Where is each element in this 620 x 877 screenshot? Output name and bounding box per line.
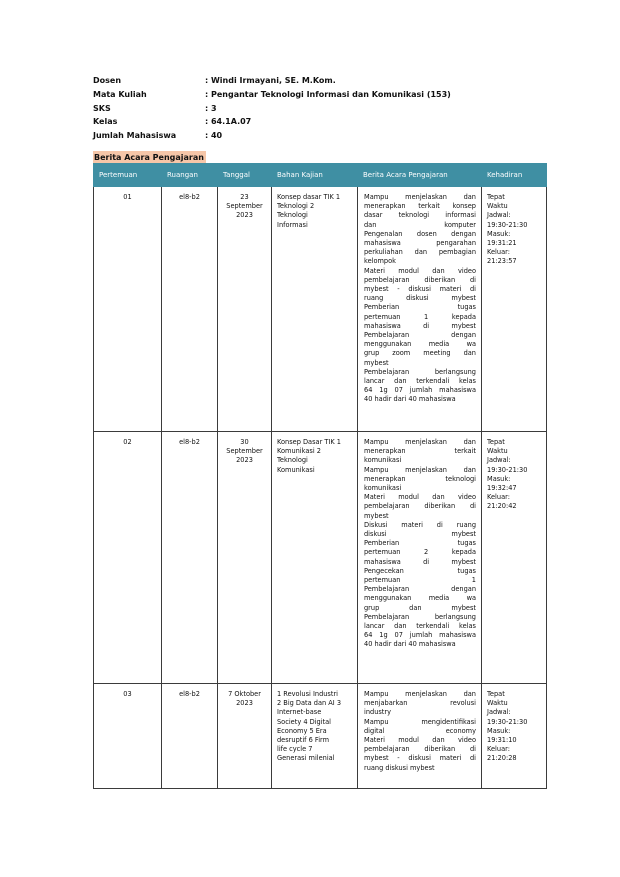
- header-kehadiran: Kehadiran: [482, 164, 547, 187]
- berita-acara-line: Mampu menjelaskan dan: [364, 690, 476, 698]
- berita-acara-line: industry: [364, 708, 392, 717]
- info-label: Mata Kuliah: [93, 89, 147, 99]
- tanggal-cell: [218, 684, 272, 789]
- kehadiran-line: 19:31:21: [487, 239, 517, 248]
- berita-acara-line: pembelajaran diberikan di: [364, 502, 476, 511]
- bahan-kajian-line: Teknologi: [277, 456, 308, 465]
- berita-acara-line: ruang diskusi mybest: [364, 294, 476, 303]
- berita-acara-cell: [358, 187, 482, 432]
- berita-acara-line: pertemuan 1 kepada: [364, 312, 476, 321]
- berita-acara-line: Mampu menjelaskan dan: [364, 465, 476, 474]
- kehadiran-line: Keluar:: [487, 745, 510, 754]
- kehadiran-line: Tepat: [487, 690, 505, 698]
- berita-acara-line: Pembelajaran berlangsung: [364, 367, 476, 376]
- bahan-kajian-line: Teknologi: [277, 211, 308, 220]
- berita-acara-line: lancar dan terkendali kelas: [364, 377, 476, 386]
- kehadiran-line: 19:32:47: [487, 484, 517, 493]
- berita-acara-line: mybest - diskusi materi di: [364, 285, 476, 294]
- tanggal-line: 2023: [236, 211, 253, 220]
- info-value: : 64.1A.07: [205, 117, 252, 127]
- ruangan-cell: el8-b2: [162, 187, 218, 432]
- bahan-kajian-cell: [272, 432, 358, 684]
- berita-acara-line: Mampu menjelaskan dan: [364, 438, 476, 446]
- berita-acara-line: pertemuan 1: [364, 576, 476, 585]
- kehadiran-line: Keluar:: [487, 248, 510, 257]
- berita-acara-line: Pembelajaran dengan: [364, 585, 476, 594]
- info-row-dosen: [93, 74, 451, 88]
- course-info: [93, 74, 451, 143]
- bahan-kajian-line: Konsep dasar TIK 1: [277, 193, 341, 201]
- kehadiran-cell: [482, 432, 547, 684]
- ruangan-cell: el8-b2: [162, 684, 218, 789]
- info-row-kelas: [93, 115, 451, 129]
- kehadiran-cell: [482, 684, 547, 789]
- bahan-kajian-line: Teknologi 2: [277, 202, 315, 211]
- berita-acara-line: mybest: [364, 358, 389, 367]
- bahan-kajian-line: Economy 5 Era: [277, 726, 327, 735]
- berita-acara-line: menerapkan terkait: [364, 447, 476, 456]
- bahan-kajian-line: Komunikasi 2: [277, 447, 321, 456]
- berita-acara-line: dasar teknologi informasi: [364, 211, 476, 220]
- berita-acara-line: Pemberian tugas: [364, 303, 476, 312]
- tanggal-line: September: [226, 447, 263, 456]
- info-label: Kelas: [93, 117, 118, 127]
- info-row-jumlah-mahasiswa: [93, 129, 451, 143]
- tanggal-line: September: [226, 202, 263, 211]
- header-tanggal: Tanggal: [218, 164, 272, 187]
- berita-acara-line: Pembelajaran dengan: [364, 331, 476, 340]
- kehadiran-line: Waktu: [487, 699, 508, 708]
- kehadiran-line: 21:23:57: [487, 257, 517, 266]
- info-row-sks: [93, 102, 451, 116]
- info-value: : Pengantar Teknologi Informasi dan Komunikasi (153): [205, 89, 451, 99]
- kehadiran-line: Masuk:: [487, 229, 511, 238]
- berita-acara-line: Materi modul dan video: [364, 493, 476, 502]
- tanggal-cell: [218, 432, 272, 684]
- tanggal-line: 7 Oktober: [228, 690, 261, 698]
- header-bahan-kajian: Bahan Kajian: [272, 164, 358, 187]
- kehadiran-line: Jadwal:: [487, 708, 511, 717]
- kehadiran-line: Waktu: [487, 447, 508, 456]
- berita-acara-cell: [358, 684, 482, 789]
- teaching-log-table: [93, 163, 547, 789]
- berita-acara-line: 40 hadir dari 40 mahasiswa: [364, 640, 456, 649]
- table-header-row: [94, 164, 547, 187]
- kehadiran-line: Masuk:: [487, 726, 511, 735]
- berita-acara-line: komunikasi: [364, 456, 402, 465]
- kehadiran-line: 21:20:28: [487, 754, 517, 763]
- header-berita-acara: Berita Acara Pengajaran: [358, 164, 482, 187]
- berita-acara-line: mybest - diskusi materi di: [364, 754, 476, 763]
- kehadiran-line: 19:30-21:30: [487, 465, 528, 474]
- kehadiran-line: Jadwal:: [487, 211, 511, 220]
- berita-acara-line: ruang diskusi mybest: [364, 763, 435, 772]
- kehadiran-line: 19:30-21:30: [487, 220, 528, 229]
- pertemuan-cell: 03: [94, 684, 162, 789]
- tanggal-cell: [218, 187, 272, 432]
- bahan-kajian-line: Informasi: [277, 220, 308, 229]
- berita-acara-line: menggunakan media wa: [364, 594, 476, 603]
- berita-acara-line: mahasiswa pengarahan: [364, 239, 476, 248]
- header-pertemuan: Pertemuan: [94, 164, 162, 187]
- bahan-kajian-line: Internet-base: [277, 708, 322, 717]
- pertemuan-cell: 02: [94, 432, 162, 684]
- bahan-kajian-line: Komunikasi: [277, 465, 315, 474]
- kehadiran-line: Keluar:: [487, 493, 510, 502]
- tanggal-line: 30: [240, 438, 249, 446]
- kehadiran-line: Masuk:: [487, 474, 511, 483]
- kehadiran-line: 19:30-21:30: [487, 717, 528, 726]
- info-value: : Windi Irmayani, SE. M.Kom.: [205, 76, 336, 85]
- berita-acara-line: Diskusi materi di ruang: [364, 520, 476, 529]
- kehadiran-line: 21:20:42: [487, 502, 517, 511]
- table-row: [94, 187, 547, 432]
- kehadiran-cell: [482, 187, 547, 432]
- bahan-kajian-line: life cycle 7: [277, 745, 313, 754]
- info-label: SKS: [93, 103, 111, 113]
- kehadiran-line: 19:31:10: [487, 736, 517, 745]
- berita-acara-line: 64 1g 07 jumlah mahasiswa: [364, 386, 476, 395]
- berita-acara-line: mahasiswa di mybest: [364, 557, 476, 566]
- berita-acara-line: Mampu menjelaskan dan: [364, 193, 476, 201]
- bahan-kajian-line: Society 4 Digital: [277, 717, 331, 726]
- bahan-kajian-line: 2 Big Data dan AI 3: [277, 699, 342, 708]
- bahan-kajian-line: desruptif 6 Firm: [277, 736, 330, 745]
- berita-acara-line: lancar dan terkendali kelas: [364, 622, 476, 631]
- berita-acara-line: pembelajaran diberikan di: [364, 275, 476, 284]
- berita-acara-line: pertemuan 2 kepada: [364, 548, 476, 557]
- pertemuan-cell: 01: [94, 187, 162, 432]
- bahan-kajian-cell: [272, 684, 358, 789]
- bahan-kajian-line: 1 Revolusi Industri: [277, 690, 338, 698]
- kehadiran-line: Tepat: [487, 193, 505, 201]
- berita-acara-line: kelompok: [364, 257, 396, 266]
- tanggal-line: 2023: [236, 456, 253, 465]
- tanggal-line: 2023: [236, 699, 253, 708]
- berita-acara-line: 64 1g 07 jumlah mahasiswa: [364, 631, 476, 640]
- berita-acara-line: Pengenalan dosen dengan: [364, 229, 476, 238]
- kehadiran-line: Tepat: [487, 438, 505, 446]
- info-value: : 3: [205, 103, 217, 113]
- berita-acara-line: Materi modul dan video: [364, 266, 476, 275]
- berita-acara-line: menggunakan media wa: [364, 340, 476, 349]
- info-label: Jumlah Mahasiswa: [93, 131, 177, 141]
- berita-acara-line: menjabarkan revolusi: [364, 699, 476, 708]
- berita-acara-line: Mampu mengidentifikasi: [364, 717, 476, 726]
- berita-acara-line: mybest: [364, 511, 389, 520]
- info-row-mata-kuliah: [93, 88, 451, 102]
- berita-acara-line: mahasiswa di mybest: [364, 321, 476, 330]
- berita-acara-line: menerapkan teknologi: [364, 474, 476, 483]
- berita-acara-line: menerapkan terkait konsep: [364, 202, 476, 211]
- section-title: Berita Acara Pengajaran: [94, 153, 204, 162]
- berita-acara-line: grup dan mybest: [364, 603, 476, 612]
- berita-acara-line: dan komputer: [364, 220, 476, 229]
- berita-acara-line: 40 hadir dari 40 mahasiswa: [364, 395, 456, 404]
- table-row: [94, 432, 547, 684]
- berita-acara-line: digital economy: [364, 726, 476, 735]
- info-value: : 40: [205, 131, 223, 141]
- header-ruangan: Ruangan: [162, 164, 218, 187]
- kehadiran-line: Jadwal:: [487, 456, 511, 465]
- berita-acara-line: Pengecekan tugas: [364, 566, 476, 575]
- berita-acara-line: pembelajaran diberikan di: [364, 745, 476, 754]
- bahan-kajian-line: Generasi milenial: [277, 754, 335, 763]
- berita-acara-line: perkuliahan dan pembagian: [364, 248, 476, 257]
- tanggal-line: 23: [240, 193, 249, 201]
- berita-acara-line: Pembelajaran berlangsung: [364, 612, 476, 621]
- info-label: Dosen: [93, 76, 122, 85]
- table-row: [94, 684, 547, 789]
- berita-acara-line: grup zoom meeting dan: [364, 349, 476, 358]
- bahan-kajian-cell: [272, 187, 358, 432]
- ruangan-cell: el8-b2: [162, 432, 218, 684]
- berita-acara-line: Pemberian tugas: [364, 539, 476, 548]
- berita-acara-line: diskusi mybest: [364, 530, 476, 539]
- berita-acara-line: Materi modul dan video: [364, 736, 476, 745]
- berita-acara-line: komunikasi: [364, 484, 402, 493]
- berita-acara-cell: [358, 432, 482, 684]
- bahan-kajian-line: Konsep Dasar TIK 1: [277, 438, 341, 446]
- kehadiran-line: Waktu: [487, 202, 508, 211]
